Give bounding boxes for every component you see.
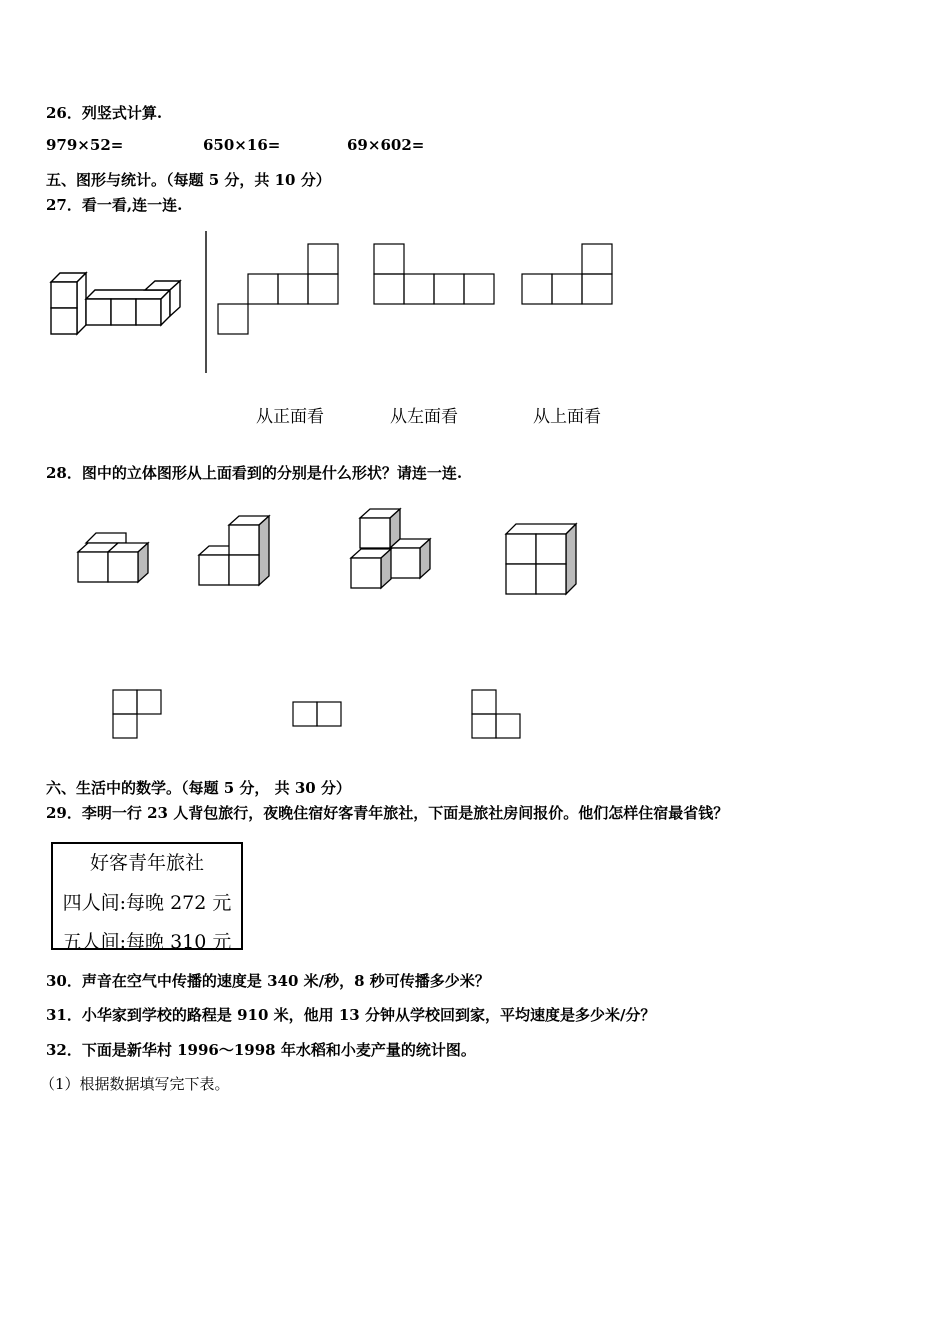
section6-title: 六、生活中的数学。（每题 5 分， 共 30 分） — [46, 779, 351, 797]
q28-title: 28．图中的立体图形从上面看到的分别是什么形状？请连一连. — [46, 464, 463, 482]
q28-solid-2 — [199, 516, 269, 585]
calc-1: 979×52= — [46, 136, 124, 154]
q32-title: 32．下面是新华村 1996～1998 年水稻和小麦产量的统计图。 — [46, 1041, 476, 1059]
view-label-top: 从上面看 — [533, 407, 601, 427]
hostel-price-sign — [51, 842, 243, 953]
calc-2: 650×16= — [203, 136, 281, 154]
top-view-1 — [113, 690, 161, 738]
view-label-left: 从左面看 — [390, 407, 458, 427]
q27-title: 27．看一看,连一连. — [46, 196, 183, 214]
q32-sub1: （1）根据数据填写完下表。 — [40, 1075, 230, 1093]
q28-solid-3 — [351, 509, 430, 588]
section5-title: 五、图形与统计。（每题 5 分，共 10 分） — [46, 171, 331, 189]
top-view-2 — [293, 702, 341, 726]
view-grid-3 — [522, 244, 612, 304]
sign-name: 好客青年旅社 — [89, 852, 204, 874]
calc-3: 69×602= — [347, 136, 425, 154]
view-grid-2 — [374, 244, 494, 304]
view-label-front: 从正面看 — [256, 407, 324, 427]
sign-line-2: 五人间:每晚 310 元 — [62, 931, 232, 953]
view-grid-1 — [218, 244, 338, 334]
sign-line-1: 四人间:每晚 272 元 — [62, 892, 232, 914]
top-view-3 — [472, 690, 520, 738]
q29-title: 29．李明一行 23 人背包旅行，夜晚住宿好客青年旅社，下面是旅社房间报价。他们怎样住宿最省钱？ — [46, 804, 729, 822]
q28-solid-4 — [506, 524, 576, 594]
q26-title: 26．列竖式计算. — [46, 104, 163, 122]
q28-solid-1 — [78, 533, 148, 582]
q31-title: 31．小华家到学校的路程是 910 米，他用 13 分钟从学校回到家，平均速度是多少米/分？ — [46, 1006, 656, 1024]
q30-title: 30．声音在空气中传播的速度是 340 米/秒，8 秒可传播多少米？ — [46, 972, 490, 990]
